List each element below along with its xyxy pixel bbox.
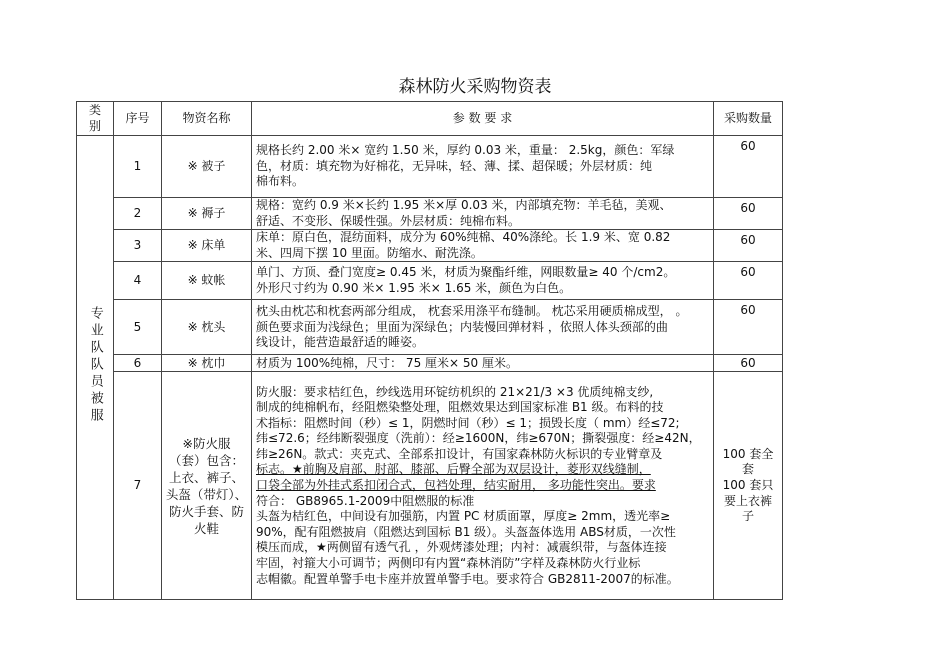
header-row — [77, 102, 783, 136]
header-params: 参 数 要 求 — [252, 102, 714, 136]
item-name-line: 火鞋 — [193, 520, 219, 536]
quantity-line: 60 — [740, 355, 756, 370]
document-title: 森林防火采购物资表 — [398, 77, 552, 97]
item-name — [162, 372, 252, 600]
table-row — [77, 198, 783, 230]
param-line: 颜色要求面为浅绿色；里面为深绿色；内装慢回弹材料 ，依照人体头颈部的曲 — [256, 319, 668, 334]
item-quantity — [714, 136, 783, 198]
table-row — [77, 262, 783, 300]
item-quantity — [714, 230, 783, 262]
category-cell — [77, 136, 114, 600]
quantity-line: 子 — [741, 509, 754, 524]
quantity-line: 60 — [740, 201, 756, 215]
param-line: 米、四周下摆 10 里面。防缩水、耐洗涤。 — [256, 245, 483, 260]
item-name-line: 头盔（带灯）、 — [165, 486, 248, 502]
row-number: 7 — [114, 372, 162, 600]
header-no: 序号 — [114, 102, 162, 136]
item-params — [252, 136, 714, 198]
item-params — [252, 262, 714, 300]
item-quantity — [714, 262, 783, 300]
param-line: 床单：原白色，混纺面料，成分为 60%纯棉、40%涤纶。长 1.9 米、宽 0.82 — [256, 230, 671, 245]
table-row — [77, 300, 783, 355]
item-name: ※ 枕巾 — [162, 355, 252, 372]
header-category — [77, 102, 114, 136]
item-name-line: ※防火服 — [182, 435, 231, 451]
header-name: 物资名称 — [162, 102, 252, 136]
item-name-line: 防火手套、防 — [168, 503, 244, 519]
param-line: 外形尺寸约为 0.90 米× 1.95 米× 1.65 米，颜色为白色。 — [256, 280, 572, 295]
param-line: 材质为 100%纯棉，尺寸： 75 厘米× 50 厘米。 — [256, 355, 518, 370]
param-line: 纬≤72.6；经纬断裂强度（洗前）：经≥1600N，纬≥670N；撕裂强度：经≥42N， — [256, 431, 701, 446]
table-row — [77, 230, 783, 262]
item-name: ※ 枕头 — [162, 300, 252, 355]
param-line: 头盔为桔红色，中间设有加强筋，内置 PC 材质面罩，厚度≥ 2mm，透光率≥ — [256, 509, 671, 524]
quantity-line: 60 — [740, 233, 756, 248]
row-number: 3 — [114, 230, 162, 262]
param-line: 规格长约 2.00 米× 宽约 1.50 米，厚约 0.03 米，重量： 2.5kg，颜色：军绿 — [256, 143, 675, 158]
table-row — [77, 136, 783, 198]
table-row — [77, 372, 783, 600]
header-qty: 采购数量 — [714, 102, 783, 136]
item-name-line: 上衣、裤子、 — [168, 469, 244, 485]
item-params — [252, 198, 714, 230]
row-number: 5 — [114, 300, 162, 355]
table-row — [77, 355, 783, 372]
param-line: 色，材质：填充物为好棉花，无异味，轻、薄、揉、超保暖；外层材质：纯 — [256, 158, 653, 173]
row-number: 6 — [114, 355, 162, 372]
quantity-line: 60 — [740, 139, 756, 153]
param-line: 棉布料。 — [256, 174, 305, 189]
quantity-line: 100 套全 — [722, 446, 774, 461]
header-category-label: 类别 — [88, 103, 101, 134]
quantity-line: 60 — [740, 265, 756, 280]
param-line: 线设计，能营造最舒适的睡姿。 — [256, 335, 425, 350]
param-line: 牢固，衬箍大小可调节；两侧印有内置“森林消防”字样及森林防火行业标 — [256, 556, 641, 571]
item-name-line: （套）包含： — [168, 452, 244, 468]
param-line: 纬≥26N。款式：夹克式、全部系扣设计，有国家森林防火标识的专业臂章及 — [256, 446, 663, 461]
param-line: 单门、方顶、叠门宽度≥ 0.45 米，材质为聚酯纤维，网眼数量≥ 40 个/cm2。 — [256, 265, 676, 280]
param-line: 制成的纯棉帆布，经阻燃染整处理，阻燃效果达到国家标准 B1 级。布料的技 — [256, 400, 664, 415]
item-params — [252, 230, 714, 262]
param-line: 志帽徽。配置单警手电卡座并放置单警手电。要求符合 GB2811-2007的标准。 — [256, 571, 679, 586]
row-number: 2 — [114, 198, 162, 230]
item-params — [252, 372, 714, 600]
item-name: ※ 被子 — [162, 136, 252, 198]
param-line: 90%，配有阻燃披肩（阻燃达到国标 B1 级）。头盔盔体选用 ABS材质，一次性 — [256, 524, 676, 539]
param-line: 符合： GB8965.1-2009中阻燃服的标准 — [256, 493, 475, 508]
item-quantity — [714, 355, 783, 372]
row-number: 4 — [114, 262, 162, 300]
item-quantity — [714, 198, 783, 230]
category-label: 专业队队员被服 — [87, 305, 103, 425]
item-name: ※ 床单 — [162, 230, 252, 262]
item-name: ※ 蚊帐 — [162, 262, 252, 300]
param-line: 规格：宽约 0.9 米×长约 1.95 米×厚 0.03 米，内部填充物：羊毛毡，美观、 — [256, 198, 672, 212]
param-line: 舒适、不变形、保暖性强。外层材质：纯棉布料。 — [256, 213, 521, 228]
param-line: 口袋全部为外挂式系扣闭合式，包裆处理，结实耐用， 多功能性突出。要求 — [256, 478, 656, 493]
param-line: 枕头由枕芯和枕套两部分组成， 枕套采用涤平布缝制。 枕芯采用硬质棉成型， 。 — [256, 303, 688, 318]
table-body — [77, 136, 783, 600]
quantity-line: 要上衣裤 — [723, 493, 772, 508]
param-line: 标志。★前胸及肩部、肘部、膝部、后臀全部为双层设计，菱形双线缝制， — [256, 462, 651, 477]
procurement-table — [76, 101, 783, 600]
item-quantity — [714, 300, 783, 355]
quantity-line: 60 — [740, 303, 756, 318]
param-line: 术指标：阻燃时间（秒）≤ 1，阴燃时间（秒）≤ 1；损毁长度（ mm）经≤72; — [256, 415, 680, 430]
param-line: 模压而成，★两侧留有透气孔 ，外观烤漆处理；内衬：减震织带，与盔体连接 — [256, 540, 667, 555]
quantity-line: 100 套只 — [722, 478, 774, 493]
param-line: 防火服：要求桔红色，纱线选用环锭纺机织的 21×21/3 ×3 优质纯棉支纱, — [256, 384, 654, 399]
quantity-line: 套 — [741, 462, 754, 477]
item-quantity — [714, 372, 783, 600]
item-name: ※ 褥子 — [162, 198, 252, 230]
item-params — [252, 355, 714, 372]
item-params — [252, 300, 714, 355]
row-number: 1 — [114, 136, 162, 198]
